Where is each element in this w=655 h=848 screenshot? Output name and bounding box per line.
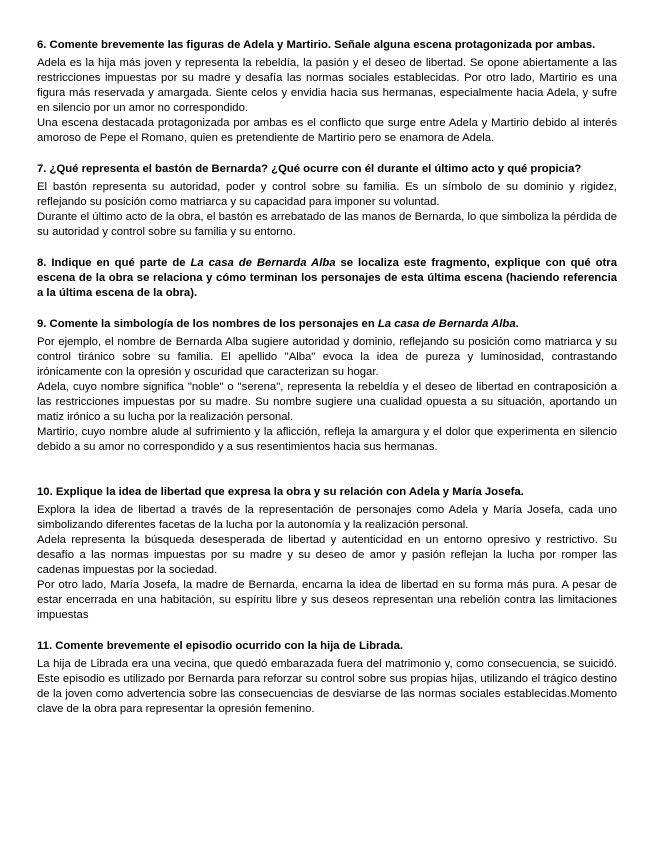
question-heading: 6. Comente brevemente las figuras de Adela y Martirio. Señale alguna escena protagonizada por ambas. xyxy=(37,39,596,51)
answer-paragraph: Una escena destacada protagonizada por ambas es el conflicto que surge entre Adela y Martirio debido al interés amoroso de Pepe el Romano, quien es pretendiente de Martirio pero se enamora de Adela. xyxy=(37,117,617,144)
section-q6 xyxy=(37,38,617,146)
answer-paragraph: Durante el último acto de la obra, el bastón es arrebatado de las manos de Bernarda, lo que simboliza la pérdida de su autoridad y control sobre su familia y su entorno. xyxy=(37,211,617,238)
answer-paragraph: El bastón representa su autoridad, poder y control sobre su familia. Es un símbolo de su dominio y rigidez, reflejando su posición como matriarca y su capacidad para imponer su voluntad. xyxy=(37,181,617,208)
answer-paragraph: Por ejemplo, el nombre de Bernarda Alba sugiere autoridad y dominio, reflejando su posición como matriarca y su control tiránico sobre su familia. El apellido "Alba" evoca la idea de pureza y luminosidad, contrastando irónicamente con la opresión y oscuridad que caracterizan su hogar. xyxy=(37,336,617,378)
answer-paragraph: La hija de Librada era una vecina, que quedó embarazada fuera del matrimonio y, como consecuencia, se suicidó. Este episodio es utilizado por Bernarda para reforzar su control sobre sus propias hijas, utilizando el trágico destino de la joven como advertencia sobre las consecuencias de desviarse de las normas sociales establecidas.Momento clave de la obra para representar la opresión femenino. xyxy=(37,658,617,715)
section-q7 xyxy=(37,162,617,240)
question-heading: 7. ¿Qué representa el bastón de Bernarda? ¿Qué ocurre con él durante el último acto y qué propicia? xyxy=(37,163,582,175)
answer-paragraph: Adela representa la búsqueda desesperada de libertad y autenticidad en un entorno opresivo y restrictivo. Su desafío a las normas impuestas por su madre y su deseo de amor y pasión reflejan la lucha por romper las cadenas impuestas por la sociedad. xyxy=(37,534,617,576)
answer-paragraph: Por otro lado, María Josefa, la madre de Bernarda, encarna la idea de libertad en su forma más pura. A pesar de estar encerrada en una habitación, su espíritu libre y sus deseos representan una rebelión contra las limitaciones impuestas xyxy=(37,579,617,621)
answer-paragraph: Adela es la hija más joven y representa la rebeldía, la pasión y el deseo de libertad. Se opone abiertamente a las restricciones impuestas por su madre y desafía las normas sociales establecidas. Por otro lado, Martirio es una figura más reservada y amargada. Siente celos y envidia hacia sus hermanas, especialmente hacia Adela, y sufre en silencio por un amor no correspondido. xyxy=(37,57,617,114)
section-q9 xyxy=(37,317,617,455)
document-page xyxy=(37,38,617,733)
question-heading: 9. Comente la simbología de los nombres de los personajes en La casa de Bernarda Alba. xyxy=(37,318,519,330)
section-q8 xyxy=(37,256,617,301)
answer-paragraph: Adela, cuyo nombre significa "noble" o "serena", representa la rebeldía y el deseo de libertad en contraposición a las restricciones impuestas por su madre. Su nombre sugiere una cualidad opuesta a su situación, aportando un matiz irónico a su lucha por la realización personal. xyxy=(37,381,617,423)
question-heading: 8. Indique en qué parte de La casa de Bernarda Alba se localiza este fragmento, explique con qué otra escena de la obra se relaciona y cómo terminan los personajes de esta última escena (haciendo referencia a la última escena de la obra). xyxy=(37,257,617,299)
question-heading: 10. Explique la idea de libertad que expresa la obra y su relación con Adela y María Josefa. xyxy=(37,486,524,498)
answer-paragraph: Martirio, cuyo nombre alude al sufrimiento y la aflicción, refleja la amargura y el dolor que experimenta en silencio debido a su amor no correspondido y a sus resentimientos hacia sus hermanas. xyxy=(37,426,617,453)
question-heading: 11. Comente brevemente el episodio ocurrido con la hija de Librada. xyxy=(37,640,403,652)
section-q11 xyxy=(37,639,617,717)
section-q10 xyxy=(37,485,617,623)
answer-paragraph: Explora la idea de libertad a través de la representación de personajes como Adela y María Josefa, cada uno simbolizando diferentes facetas de la lucha por la autonomía y la realización personal. xyxy=(37,504,617,531)
